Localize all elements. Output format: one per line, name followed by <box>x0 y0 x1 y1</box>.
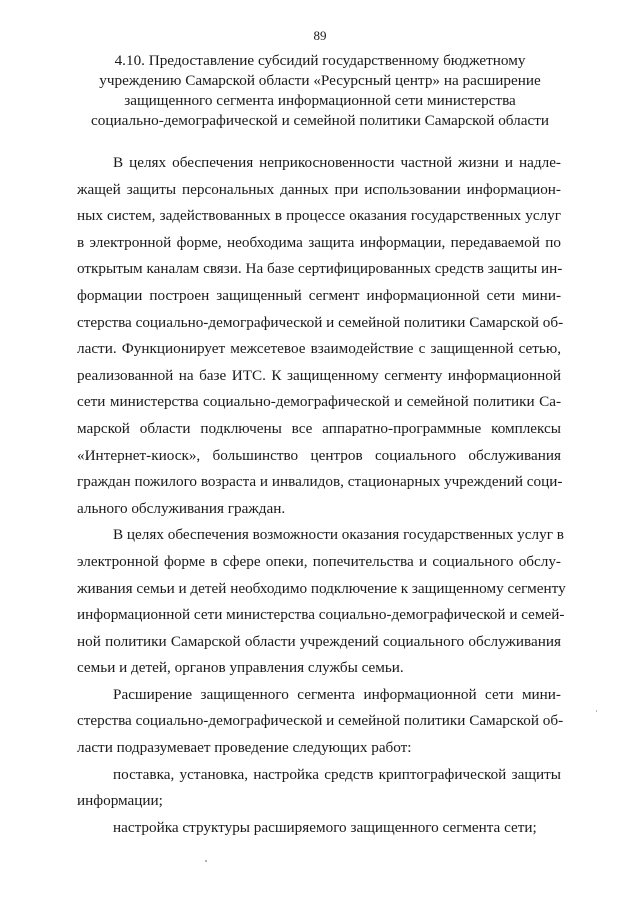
paragraph-5 <box>77 815 561 842</box>
text-line: информации; <box>77 792 163 810</box>
text-line: жащей защиты персональных данных при использовании информацион- <box>77 180 561 198</box>
text-line: формации построен защищенный сегмент информационной сети мини- <box>77 286 561 304</box>
text-line: семьи и детей, органов управления службы семьи. <box>77 659 404 677</box>
text-line: стерства социально-демографической и семейной политики Самарской об- <box>77 712 564 730</box>
text-line: живания семьи и детей необходимо подключение к защищенному сегменту <box>77 579 566 597</box>
text-line: поставка, установка, настройка средств криптографической защиты <box>113 765 561 783</box>
text-line: в электронной форме, необходима защита информации, передаваемой по <box>77 233 561 251</box>
text-line: граждан пожилого возраста и инвалидов, стационарных учреждений соци- <box>77 473 563 491</box>
text-line: ального обслуживания граждан. <box>77 499 286 517</box>
text-line: В целях обеспечения неприкосновенности частной жизни и надле- <box>113 154 561 171</box>
text-line: стерства социально-демографической и семейной политики Самарской об- <box>77 313 564 331</box>
heading-line: социально-демографической и семейной политики Самарской области <box>91 112 549 129</box>
text-line: реализованной на базе ИТС. К защищенному сегменту информационной <box>77 366 561 384</box>
text-line: открытым каналам связи. На базе сертифицированных средств защиты ин- <box>77 260 563 278</box>
heading-line: учреждению Самарской области «Ресурсный центр» на расширение <box>99 72 541 89</box>
text-line: В целях обеспечения возможности оказания государственных услуг в <box>113 526 564 544</box>
text-line: сети министерства социально-демографической и семейной политики Са- <box>77 393 561 411</box>
paragraph-2 <box>77 522 566 682</box>
text-line: электронной форме в сфере опеки, попечительства и социального обслу- <box>77 552 561 570</box>
text-line: информационной сети министерства социально-демографической и семей- <box>77 606 565 624</box>
scan-speck <box>596 710 597 712</box>
body-text <box>77 150 566 841</box>
page-number: 89 <box>313 28 327 43</box>
text-line: «Интернет-киоск», большинство центров социального обслуживания <box>77 446 561 464</box>
text-line: ных систем, задействованных в процессе оказания государственных услуг <box>77 207 561 225</box>
text-line: ной политики Самарской области учреждений социального обслуживания <box>77 632 561 650</box>
heading-line: 4.10. Предоставление субсидий государственному бюджетному <box>114 52 526 69</box>
text-line: ласти подразумевает проведение следующих работ: <box>77 739 412 757</box>
scan-speck <box>205 860 207 862</box>
paragraph-4 <box>77 762 561 815</box>
heading-line: защищенного сегмента информационной сети министерства <box>124 92 516 109</box>
paragraph-3 <box>77 682 564 762</box>
section-heading <box>60 51 580 131</box>
text-line: настройка структуры расширяемого защищенного сегмента сети; <box>113 818 537 836</box>
paragraph-1 <box>77 150 564 522</box>
text-line: марской области подключены все аппаратно-программные комплексы <box>77 419 561 437</box>
text-line: ласти. Функционирует межсетевое взаимодействие с защищенной сетью, <box>77 340 561 358</box>
text-line: Расширение защищенного сегмента информационной сети мини- <box>113 685 561 703</box>
